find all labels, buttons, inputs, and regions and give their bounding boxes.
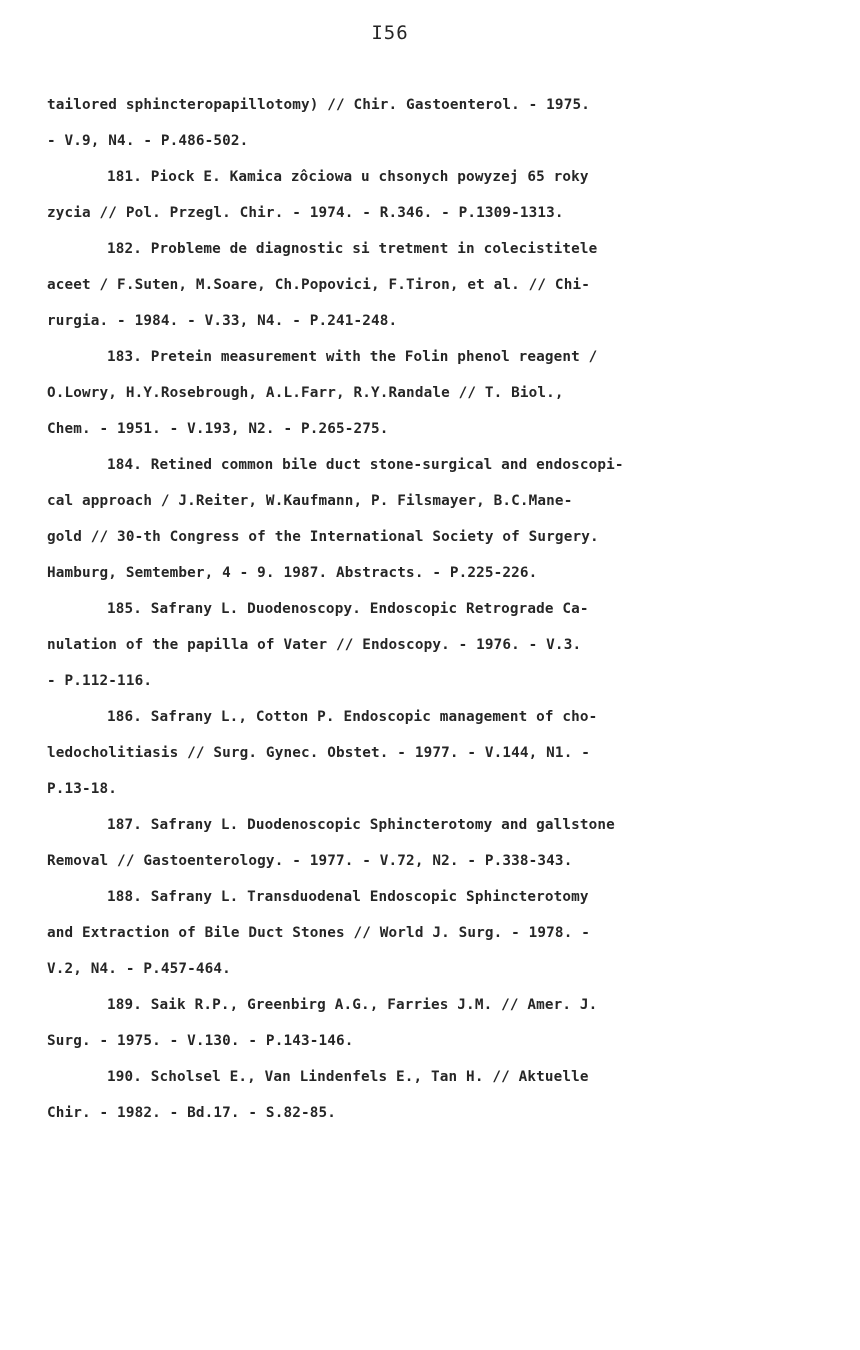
reference-list xyxy=(47,87,624,1131)
reference-line: V.2, N4. - P.457-464. xyxy=(47,961,231,977)
reference-line: P.13-18. xyxy=(47,781,118,797)
reference-line: - V.9, N4. - P.486-502. xyxy=(47,133,249,149)
reference-line: aceet / F.Suten, M.Soare, Ch.Popovici, F.Tiron, et al. // Chi- xyxy=(47,277,590,293)
reference-line: cal approach / J.Reiter, W.Kaufmann, P. Filsmayer, B.C.Mane- xyxy=(47,493,573,509)
reference-entry-start: 188. Safrany L. Transduodenal Endoscopic Sphincterotomy xyxy=(107,889,589,905)
reference-line: rurgia. - 1984. - V.33, N4. - P.241-248. xyxy=(47,313,398,329)
reference-line: nulation of the papilla of Vater // Endoscopy. - 1976. - V.3. xyxy=(47,637,582,653)
reference-entry-start: 183. Pretein measurement with the Folin phenol reagent / xyxy=(107,349,598,365)
reference-line: and Extraction of Bile Duct Stones // World J. Surg. - 1978. - xyxy=(47,925,590,941)
reference-line: Chir. - 1982. - Bd.17. - S.82-85. xyxy=(47,1105,336,1121)
reference-entry-start: 186. Safrany L., Cotton P. Endoscopic management of cho- xyxy=(107,709,598,725)
reference-line: Hamburg, Semtember, 4 - 9. 1987. Abstracts. - P.225-226. xyxy=(47,565,538,581)
reference-line: O.Lowry, H.Y.Rosebrough, A.L.Farr, R.Y.Randale // T. Biol., xyxy=(47,385,564,401)
reference-line: ledocholitiasis // Surg. Gynec. Obstet. - 1977. - V.144, N1. - xyxy=(47,745,590,761)
reference-line: gold // 30-th Congress of the International Society of Surgery. xyxy=(47,529,599,545)
reference-line: tailored sphincteropapillotomy) // Chir. Gastoenterol. - 1975. xyxy=(47,97,590,113)
reference-entry-start: 181. Piock E. Kamica zôciowa u chsonych powyzej 65 roky xyxy=(107,169,589,185)
reference-entry-start: 189. Saik R.P., Greenbirg A.G., Farries J.M. // Amer. J. xyxy=(107,997,598,1013)
reference-line: Surg. - 1975. - V.130. - P.143-146. xyxy=(47,1033,354,1049)
reference-entry-start: 190. Scholsel E., Van Lindenfels E., Tan H. // Aktuelle xyxy=(107,1069,589,1085)
reference-line: - P.112-116. xyxy=(47,673,153,689)
reference-entry-start: 187. Safrany L. Duodenoscopic Sphincterotomy and gallstone xyxy=(107,817,615,833)
reference-entry-start: 184. Retined common bile duct stone-surgical and endoscopi- xyxy=(107,457,624,473)
reference-line: zycia // Pol. Przegl. Chir. - 1974. - R.346. - P.1309-1313. xyxy=(47,205,564,221)
reference-entry-start: 182. Probleme de diagnostic si tretment in colecistitele xyxy=(107,241,598,257)
page-number: I56 xyxy=(371,22,409,44)
reference-line: Chem. - 1951. - V.193, N2. - P.265-275. xyxy=(47,421,389,437)
reference-line: Removal // Gastoenterology. - 1977. - V.72, N2. - P.338-343. xyxy=(47,853,573,869)
reference-entry-start: 185. Safrany L. Duodenoscopy. Endoscopic Retrograde Ca- xyxy=(107,601,589,617)
